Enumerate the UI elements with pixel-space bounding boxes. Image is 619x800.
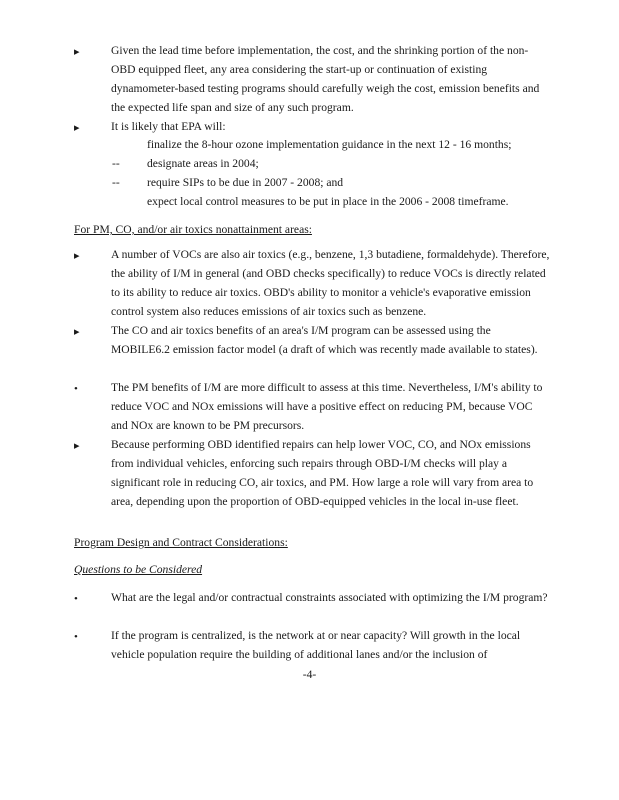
page-number: -4-: [302, 668, 317, 681]
dot-bullet-icon: •: [74, 593, 78, 605]
epa-item-designate: designate areas in 2004;: [147, 157, 259, 170]
epa-item-sips: require SIPs to be due in 2007 - 2008; and: [147, 176, 344, 189]
paragraph-co-benefits: The CO and air toxics benefits of an area's I/M program can be assessed using the MOBILE6.2 emission factor model (a draft of which was recently made available to states).: [111, 324, 538, 356]
paragraph-obd-repairs: Because performing OBD identified repairs can help lower VOC, CO, and NOx emissions from individual vehicles, enforcing such repairs through OBD-I/M checks will play a significant role in reducing CO, air toxics, and PM. How large a role will vary from area to area, depending upon the proportion of OBD-equipped vehicles in the local in-use fleet.: [111, 438, 534, 508]
heading-pm-co-air-toxics: For PM, CO, and/or air toxics nonattainment areas:: [74, 223, 312, 236]
heading-program-design: Program Design and Contract Considerations:: [74, 536, 288, 549]
arrow-bullet-icon: ▸: [74, 122, 80, 134]
epa-item-expect: expect local control measures to be put in place in the 2006 - 2008 timeframe.: [147, 195, 509, 208]
dot-bullet-icon: •: [74, 383, 78, 395]
dash-marker: --: [112, 176, 120, 189]
dash-marker: --: [112, 157, 120, 170]
question-legal-constraints: What are the legal and/or contractual constraints associated with optimizing the I/M program?: [111, 591, 548, 604]
arrow-bullet-icon: ▸: [74, 440, 80, 452]
paragraph-vocs-air-toxics: A number of VOCs are also air toxics (e.g., benzene, 1,3 butadiene, formaldehyde). Therefore, the ability of I/M in general (and OBD checks specifically) to reduce VOCs is directly related to its ability to reduce air toxics. OBD's ability to monitor a vehicle's evaporative emission control system also reduces emissions of air toxics such as benzene.: [111, 248, 550, 318]
question-network-capacity: If the program is centralized, is the network at or near capacity? Will growth in the local vehicle population require the building of additional lanes and/or the inclusion of: [111, 629, 521, 661]
dot-bullet-icon: •: [74, 631, 78, 643]
paragraph-pm-benefits: The PM benefits of I/M are more difficult to assess at this time. Nevertheless, I/M's ability to reduce VOC and NOx emissions will have a positive effect on reducing PM, because VOC and NOx are known to be PM precursors.: [111, 381, 543, 432]
arrow-bullet-icon: ▸: [74, 326, 80, 338]
arrow-bullet-icon: ▸: [74, 250, 80, 262]
paragraph-epa-intro: It is likely that EPA will:: [111, 120, 226, 133]
arrow-bullet-icon: ▸: [74, 46, 80, 58]
epa-item-finalize: finalize the 8-hour ozone implementation guidance in the next 12 - 16 months;: [147, 138, 512, 151]
paragraph-obd-lead-time: Given the lead time before implementation, the cost, and the shrinking portion of the non-OBD equipped fleet, any area considering the start-up or continuation of existing dynamometer-based testing programs should carefully weigh the cost, emission benefits and the expected life span and size of any such program.: [111, 44, 540, 114]
heading-questions: Questions to be Considered: [74, 563, 203, 576]
